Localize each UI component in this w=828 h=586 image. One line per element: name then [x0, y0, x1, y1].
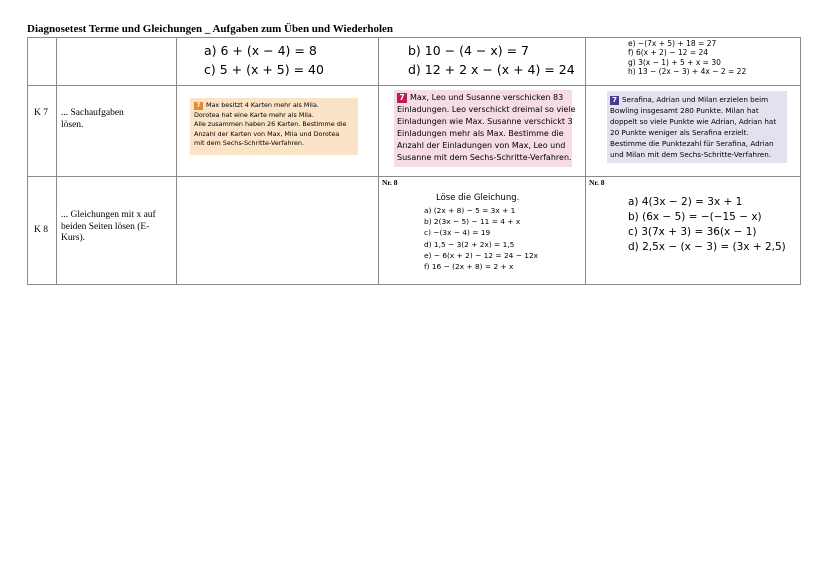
- task-card-cards: [190, 98, 358, 155]
- task-card-invitations: [394, 90, 576, 167]
- document-title: Diagnosetest Terme und Gleichungen _ Aufgaben zum Üben und Wiederholen: [27, 23, 394, 35]
- task-text: Einladungen mehr als Max. Bestimme die: [397, 129, 564, 138]
- row-divider: [28, 85, 800, 86]
- task-text: Susanne mit dem Sechs-Schritte-Verfahren.: [397, 153, 572, 162]
- competency-code: K 7: [34, 108, 48, 118]
- exercise-instruction: Löse die Gleichung.: [436, 193, 520, 203]
- task-text: und Milan mit dem Sechs-Schritte-Verfahren.: [610, 150, 772, 159]
- equation: e) −(7x + 5) + 18 = 27: [628, 39, 717, 48]
- equation: e) − 6(x + 2) − 12 = 24 − 12x: [424, 250, 539, 260]
- equation: f) 16 − (2x + 8) = 2 + x: [424, 262, 514, 272]
- equation: b) (6x − 5) = −(−15 − x): [628, 211, 762, 223]
- task-text: 20 Punkte weniger als Serafina erzielt.: [610, 128, 749, 137]
- column-divider: [585, 38, 586, 284]
- equation: b) 2(3x − 5) − 11 = 4 + x: [424, 217, 521, 227]
- column-divider: [56, 38, 57, 284]
- equation: a) (2x + 8) − 5 = 3x + 1: [424, 206, 516, 215]
- equation: d) 1,5 − 3(2 + 2x) = 1,5: [424, 239, 515, 249]
- competency-description: ... Sachaufgaben lösen.: [61, 108, 124, 130]
- row1-col3-equations: [204, 41, 324, 79]
- task-text: Einladungen. Leo verschickt dreimal so viele: [397, 105, 576, 114]
- task-text: Anzahl der Einladungen von Max, Leo und: [397, 141, 566, 150]
- equation: a) 6 + (x − 4) = 8: [204, 43, 317, 58]
- row3-col5-equations: [628, 195, 786, 255]
- equation: a) 4(3x − 2) = 3x + 1: [628, 196, 743, 208]
- equation: g) 3(x − 1) + 5 + x = 30: [628, 57, 721, 67]
- equation: b) 10 − (4 − x) = 7: [408, 43, 530, 58]
- exercise-number-label: Nr. 8: [589, 178, 605, 187]
- task-text: Bowling insgesamt 280 Punkte. Milan hat: [610, 106, 759, 115]
- task-text: Max besitzt 4 Karten mehr als Mila.: [206, 101, 319, 109]
- task-number-badge: 7: [397, 93, 407, 103]
- row1-col4-equations: [408, 41, 575, 79]
- task-text: Max, Leo und Susanne verschicken 83: [410, 93, 564, 102]
- equation: c) −(3x − 4) = 19: [424, 228, 491, 238]
- task-text: Dorotea hat eine Karte mehr als Mila.: [194, 110, 314, 119]
- task-text: Alle zusammen haben 26 Karten. Bestimme die: [194, 120, 347, 129]
- task-text: Serafina, Adrian und Milan erzielen beim: [622, 95, 769, 104]
- column-divider: [176, 38, 177, 284]
- equation: d) 2,5x − (x − 3) = (3x + 2,5): [628, 241, 786, 253]
- row3-col4-equations: [424, 205, 538, 272]
- equation: f) 6(x + 2) − 12 = 24: [628, 48, 709, 58]
- task-text: Bestimme die Punktezahl für Serafina, Adrian: [610, 139, 774, 148]
- task-table: [27, 37, 801, 285]
- task-text: Einladungen wie Max. Susanne verschickt 3: [397, 117, 573, 126]
- column-divider: [378, 38, 379, 284]
- equation: d) 12 + 2 x − (x + 4) = 24: [408, 62, 575, 77]
- equation: c) 5 + (x + 5) = 40: [204, 62, 324, 77]
- task-text: mit dem Sechs-Schritte-Verfahren.: [194, 139, 305, 148]
- competency-code: K 8: [34, 225, 48, 235]
- row1-col5-equations: [628, 39, 746, 76]
- task-number-badge: 7: [610, 96, 619, 105]
- task-text: doppelt so viele Punkte wie Adrian, Adrian hat: [610, 117, 777, 126]
- competency-description: ... Gleichungen mit x auf beiden Seiten lösen (E-Kurs).: [61, 210, 156, 243]
- equation: h) 13 − (2x − 3) + 4x − 2 = 22: [628, 66, 747, 76]
- row-divider: [28, 176, 800, 177]
- task-card-bowling: [607, 91, 787, 163]
- exercise-number-label: Nr. 8: [382, 178, 398, 187]
- equation: c) 3(7x + 3) = 36(x − 1): [628, 226, 757, 238]
- task-text: Anzahl der Karten von Max, Mila und Dorotea: [194, 129, 340, 138]
- task-number-badge: 7: [194, 102, 203, 110]
